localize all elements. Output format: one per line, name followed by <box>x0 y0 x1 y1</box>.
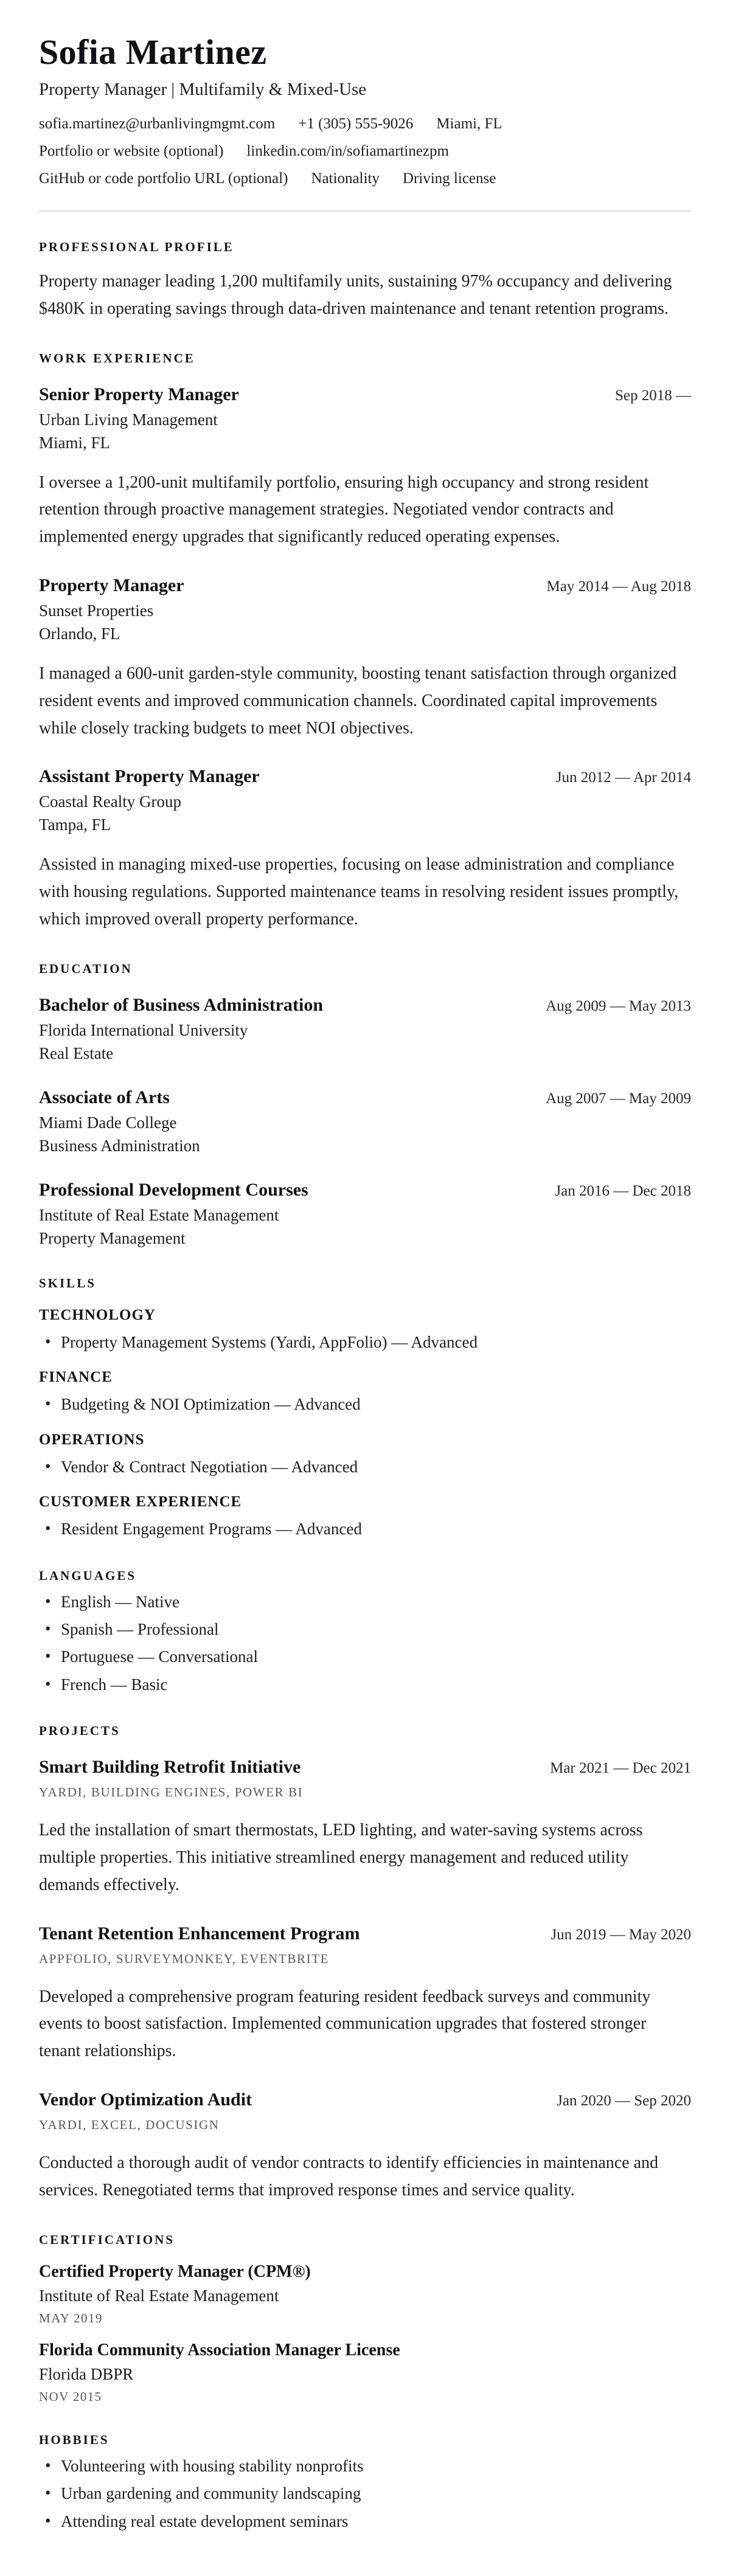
field-of-study: Business Administration <box>39 1136 200 1155</box>
job-entry-header <box>39 766 691 787</box>
contact-website-placeholder[interactable]: Portfolio or website (optional) <box>39 143 224 159</box>
job-entry <box>39 575 691 742</box>
project-entry <box>39 2090 691 2204</box>
job-dates: Jun 2012 — Apr 2014 <box>555 769 691 786</box>
job-entry <box>39 766 691 933</box>
section-projects <box>39 1723 691 2204</box>
hobby-item: • Attending real estate development seminars <box>39 2510 691 2532</box>
work-experience-heading: WORK EXPERIENCE <box>39 350 195 365</box>
skill-list <box>39 1518 691 1540</box>
skill-item: • Budgeting & NOI Optimization — Advanced <box>39 1393 691 1415</box>
certification-issuer: Institute of Real Estate Management <box>39 2286 279 2305</box>
job-title: Assistant Property Manager <box>39 766 260 787</box>
project-description: Developed a comprehensive program featuring resident feedback surveys and community events to boost satisfaction. Implemented communication upgrades that fostered stronger tenant relationships. <box>39 1987 651 2061</box>
education-dates: Jan 2016 — Dec 2018 <box>555 1182 691 1199</box>
skill-list <box>39 1456 691 1478</box>
contact-github-placeholder[interactable]: GitHub or code portfolio URL (optional) <box>39 170 288 187</box>
project-title: Smart Building Retrofit Initiative <box>39 1757 301 1778</box>
job-description: Assisted in managing mixed-use properties, focusing on lease administration and compliance with housing regulations. Supported maintenance teams in resolving resident issues promptly, which improved overall property performance. <box>39 855 679 929</box>
job-dates: May 2014 — Aug 2018 <box>546 578 691 595</box>
project-entry-header <box>39 1923 691 1944</box>
project-tools: APPFOLIO, SURVEYMONKEY, EVENTBRITE <box>39 1951 330 1966</box>
project-tools: YARDI, EXCEL, DOCUSIGN <box>39 2117 220 2133</box>
project-description: Led the installation of smart thermostats, LED lighting, and water-saving systems across multiple properties. This initiative streamlined energy management and reduced utility demands effectively. <box>39 1821 643 1894</box>
education-entry-header <box>39 1180 691 1200</box>
skill-group <box>39 1307 691 1353</box>
contact-nationality-placeholder[interactable]: Nationality <box>311 170 380 187</box>
section-professional-profile <box>39 240 691 323</box>
skill-item: • Resident Engagement Programs — Advanced <box>39 1518 691 1540</box>
job-location: Orlando, FL <box>39 624 120 643</box>
certification-issuer: Florida DBPR <box>39 2364 134 2383</box>
education-entry <box>39 995 691 1063</box>
hobby-item: • Urban gardening and community landscaping <box>39 2482 691 2504</box>
language-item: • Portuguese — Conversational <box>39 1646 691 1667</box>
contact-row-2 <box>39 143 691 160</box>
school-name: Florida International University <box>39 1020 248 1039</box>
project-dates: Mar 2021 — Dec 2021 <box>550 1760 691 1777</box>
job-title: Senior Property Manager <box>39 384 239 404</box>
job-location: Tampa, FL <box>39 815 111 834</box>
school-name: Miami Dade College <box>39 1113 177 1132</box>
certification-name: Certified Property Manager (CPM®) <box>39 2262 311 2281</box>
project-title: Tenant Retention Enhancement Program <box>39 1923 360 1944</box>
contact-row-3 <box>39 170 691 187</box>
degree-title: Associate of Arts <box>39 1087 170 1107</box>
skill-category: FINANCE <box>39 1369 113 1386</box>
school-name: Institute of Real Estate Management <box>39 1205 279 1224</box>
hobby-item: • Volunteering with housing stability nonprofits <box>39 2455 691 2477</box>
skill-category: CUSTOMER EXPERIENCE <box>39 1494 242 1511</box>
professional-profile-heading: PROFESSIONAL PROFILE <box>39 240 234 254</box>
project-dates: Jun 2019 — May 2020 <box>551 1926 691 1943</box>
job-entry <box>39 384 691 551</box>
skill-group <box>39 1369 691 1415</box>
field-of-study: Property Management <box>39 1228 186 1247</box>
job-company: Sunset Properties <box>39 601 154 620</box>
contact-linkedin: linkedin.com/in/sofiamartinezpm <box>246 143 449 159</box>
language-item: • Spanish — Professional <box>39 1618 691 1640</box>
language-item: • English — Native <box>39 1591 691 1613</box>
project-tools: YARDI, BUILDING ENGINES, POWER BI <box>39 1785 304 1800</box>
hobbies-heading: HOBBIES <box>39 2432 109 2447</box>
job-entry-header <box>39 384 691 405</box>
job-company: Coastal Realty Group <box>39 792 181 811</box>
contact-email: sofia.martinez@urbanlivingmgmt.com <box>39 116 276 132</box>
section-certifications <box>39 2232 691 2405</box>
skill-group <box>39 1432 691 1478</box>
project-title: Vendor Optimization Audit <box>39 2090 252 2110</box>
project-description: Conducted a thorough audit of vendor contracts to identify efficiencies in maintenance and services. Renegotiated terms that improved response times and service quality. <box>39 2153 659 2200</box>
skill-category: TECHNOLOGY <box>39 1306 156 1323</box>
degree-title: Professional Development Courses <box>39 1179 308 1200</box>
contact-location: Miami, FL <box>436 116 502 132</box>
professional-profile-text: Property manager leading 1,200 multifamily units, sustaining 97% occupancy and delivering $480K in operating savings through data-driven maintenance and tenant retention programs. <box>39 272 672 318</box>
contact-block <box>39 116 691 187</box>
section-work-experience <box>39 351 691 933</box>
project-dates: Jan 2020 — Sep 2020 <box>557 2093 691 2110</box>
certification-name: Florida Community Association Manager License <box>39 2340 400 2360</box>
education-dates: Aug 2007 — May 2009 <box>546 1090 691 1107</box>
education-entry <box>39 1087 691 1155</box>
hobby-list <box>39 2455 691 2532</box>
skills-heading: SKILLS <box>39 1275 96 1290</box>
education-entry-header <box>39 995 691 1016</box>
project-entry <box>39 1757 691 1899</box>
degree-title: Bachelor of Business Administration <box>39 994 324 1015</box>
section-hobbies <box>39 2432 691 2532</box>
section-skills <box>39 1276 691 1540</box>
education-heading: EDUCATION <box>39 961 133 976</box>
section-languages <box>39 1568 691 1696</box>
skill-item: • Property Management Systems (Yardi, AppFolio) — Advanced <box>39 1331 691 1353</box>
job-company: Urban Living Management <box>39 410 218 429</box>
header-divider <box>39 210 691 212</box>
skill-group <box>39 1494 691 1540</box>
certification-date: MAY 2019 <box>39 2310 103 2325</box>
skill-list <box>39 1393 691 1415</box>
section-education <box>39 961 691 1248</box>
field-of-study: Real Estate <box>39 1044 114 1062</box>
education-entry <box>39 1180 691 1248</box>
languages-heading: LANGUAGES <box>39 1568 137 1583</box>
certifications-heading: CERTIFICATIONS <box>39 2232 175 2247</box>
skill-category: OPERATIONS <box>39 1431 145 1448</box>
certification-entry <box>39 2262 691 2326</box>
resume-header <box>39 32 691 212</box>
projects-heading: PROJECTS <box>39 1723 120 1739</box>
education-dates: Aug 2009 — May 2013 <box>546 997 691 1014</box>
candidate-name: Sofia Martinez <box>39 32 267 72</box>
project-entry <box>39 1923 691 2065</box>
project-entry-header <box>39 2090 691 2110</box>
job-description: I managed a 600-unit garden-style community, boosting tenant satisfaction through organized resident events and improved communication channels. Coordinated capital improvements while closely tracking budgets to meet NOI objectives. <box>39 663 677 738</box>
certification-date: NOV 2015 <box>39 2389 102 2404</box>
contact-phone: +1 (305) 555-9026 <box>298 116 414 132</box>
job-dates: Sep 2018 — <box>615 387 691 404</box>
job-entry-header <box>39 575 691 596</box>
education-entry-header <box>39 1087 691 1108</box>
skill-list <box>39 1331 691 1353</box>
skill-item: • Vendor & Contract Negotiation — Advanced <box>39 1456 691 1478</box>
language-item: • French — Basic <box>39 1674 691 1695</box>
project-entry-header <box>39 1757 691 1778</box>
job-description: I oversee a 1,200-unit multifamily portfolio, ensuring high occupancy and strong resident retention through proactive management strategies. Negotiated vendor contracts and implemented energy upgrades that significantly reduced operating expenses. <box>39 473 649 547</box>
job-location: Miami, FL <box>39 433 111 452</box>
contact-row-1 <box>39 116 691 133</box>
contact-driving-license-placeholder[interactable]: Driving license <box>402 170 496 187</box>
language-list <box>39 1591 691 1696</box>
job-title: Property Manager <box>39 575 184 595</box>
certification-entry <box>39 2341 691 2405</box>
candidate-title: Property Manager | Multifamily & Mixed-Use <box>39 80 367 99</box>
